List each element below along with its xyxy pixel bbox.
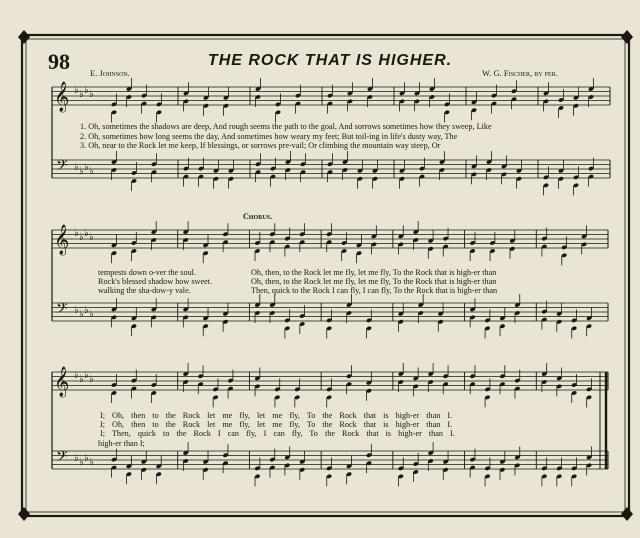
treble-clef-icon: 𝄞: [54, 367, 70, 397]
flat-sign: ♭: [84, 228, 89, 239]
verse-1: 1. Oh, sometimes the shadows are deep, And rough seems the path to the goal, And sorrows sometimes how they sweep, Like: [80, 122, 492, 131]
flat-sign: ♭: [74, 85, 79, 96]
flat-sign: ♭: [74, 162, 79, 173]
composer-credit: W. G. Fischer, by per.: [482, 68, 558, 78]
treble-clef-icon: 𝄞: [54, 82, 70, 112]
flat-sign: ♭: [89, 374, 94, 385]
system3-tail-lyric: high-er than I;: [98, 439, 145, 448]
page-number: 98: [48, 49, 70, 74]
s2-left-2: Rock's blessed shadow how sweet.: [98, 277, 213, 286]
bass-clef-icon: 𝄢: [56, 157, 68, 178]
s3-row-2: I; Oh, then to the Rock let me fly, let me fly, To the Rock that is high-er than I.: [100, 420, 453, 429]
flat-sign: ♭: [79, 89, 84, 100]
s2-left-3: walking the sha-dow-y vale.: [98, 286, 191, 295]
flat-sign: ♭: [79, 374, 84, 385]
flat-sign: ♭: [89, 166, 94, 177]
flat-sign: ♭: [89, 232, 94, 243]
flat-sign: ♭: [84, 370, 89, 381]
s3-row-1: I; Oh, then to the Rock let me fly, let me fly, To the Rock that is high-er than I.: [100, 411, 453, 420]
author-credit: E. Johnson.: [90, 68, 130, 78]
flat-sign: ♭: [84, 85, 89, 96]
flat-sign: ♭: [79, 166, 84, 177]
s2-left-1: tempests down o-ver the soul.: [98, 268, 197, 277]
s2-right-1: Oh, then, to the Rock let me fly, let me fly, To the Rock that is high-er than: [251, 268, 497, 277]
flat-sign: ♭: [74, 453, 79, 464]
verse-3: 3. Oh, near to the Rock let me keep, If blessings, or sorrows pre-vail; Or climbing the mountain way steep, Or: [80, 141, 441, 151]
flat-sign: ♭: [89, 457, 94, 468]
flat-sign: ♭: [74, 370, 79, 381]
flat-sign: ♭: [79, 232, 84, 243]
flat-sign: ♭: [79, 309, 84, 320]
flat-sign: ♭: [84, 453, 89, 464]
s2-right-2: Oh, then, to the Rock let me fly, let me fly, To the Rock that is high-er than: [251, 277, 497, 286]
flat-sign: ♭: [84, 305, 89, 316]
verse-2: 2. Oh, sometimes how long seems the day, And sometimes how weary my feet; But toil-ing in life's dusty way, The: [80, 131, 458, 141]
chorus-label: Chorus.: [243, 212, 273, 221]
treble-clef-icon: 𝄞: [54, 225, 70, 255]
flat-sign: ♭: [74, 228, 79, 239]
flat-sign: ♭: [84, 162, 89, 173]
flat-sign: ♭: [89, 309, 94, 320]
flat-sign: ♭: [74, 305, 79, 316]
s3-row-3: I; Then, quick to the Rock I can fly, I can fly, To the Rock that is high-er than I.: [100, 429, 455, 438]
bass-clef-icon: 𝄢: [56, 448, 68, 469]
s2-right-3: Then, quick to the Rock I can fly, I can fly, To the Rock that is high-er than: [251, 286, 498, 295]
flat-sign: ♭: [79, 457, 84, 468]
system2-left-lyrics: [98, 268, 212, 295]
flat-sign: ♭: [89, 89, 94, 100]
verse-lyrics: [80, 122, 492, 151]
system3-lyrics: [100, 411, 455, 438]
hymn-title: THE ROCK THAT IS HIGHER.: [207, 52, 453, 69]
bass-clef-icon: 𝄢: [56, 300, 68, 321]
system2-right-lyrics: [251, 268, 497, 295]
